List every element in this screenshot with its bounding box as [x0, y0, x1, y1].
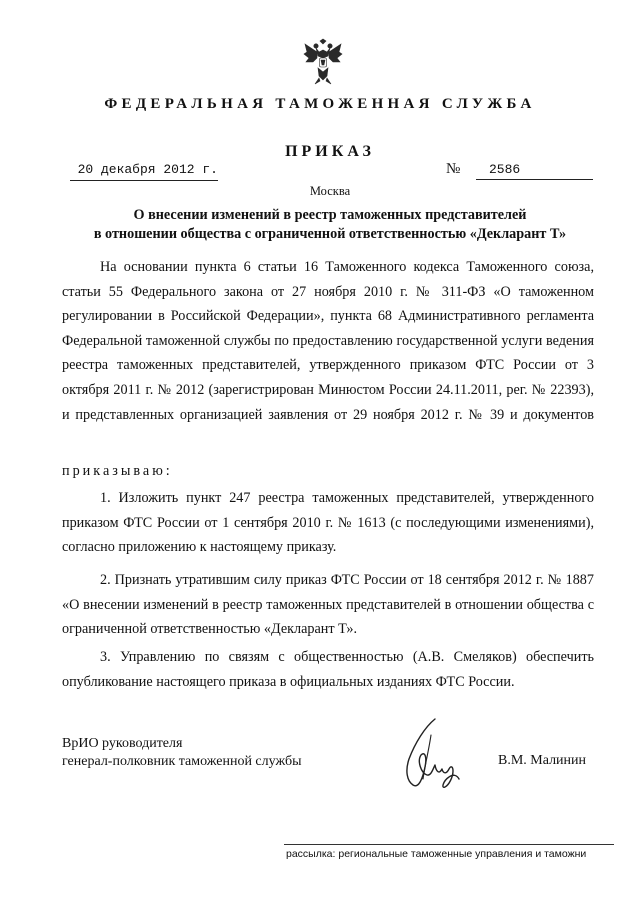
order-subject	[60, 206, 600, 244]
order-item-3: 3. Управлению по связям с общественностью (А.В. Смеляков) обеспечить опубликование настоящего приказа в официальных изданиях ФТС России.	[62, 649, 594, 690]
preamble-paragraph: На основании пункта 6 статьи 16 Таможенного кодекса Таможенного союза, статьи 55 Федерального закона от 27 ноября 2010 г. № 311-ФЗ «О таможенном регулировании в Российской Федерации», пункта 68 Административного регламента Федеральной таможенной службы по предоставлению государственной услуги ведения реестра таможенных представителей, утвержденного приказом ФТС России от 3 октября 2011 г. № 2012 (зарегистрирован Минюстом России 24.11.2011, рег. № 22393), и представленных организацией заявления от 29 ноября 2012 г. № 39 и документов	[62, 259, 594, 423]
order-word	[62, 459, 594, 484]
distribution-divider	[284, 844, 614, 845]
order-item-2: 2. Признать утратившим силу приказ ФТС России от 18 сентября 2012 г. № 1887 «О внесении изменений в реестр таможенных представителей в отношении общества с ограниченной ответственностью «Декларант Т».	[62, 572, 594, 638]
distribution-list: рассылка: региональные таможенные управления и таможни	[286, 848, 587, 860]
signatory-title-line-2: генерал-полковник таможенной службы	[62, 754, 302, 769]
handwritten-signature-icon	[395, 715, 465, 795]
document-type-title: ПРИКАЗ	[285, 143, 375, 160]
order-subject-line-1: О внесении изменений в реестр таможенных представителей	[133, 207, 527, 223]
signatory-name: В.М. Малинин	[498, 753, 587, 768]
issue-place: Москва	[309, 184, 351, 198]
order-subject-line-2: в отношении общества с ограниченной ответственностью «Декларант Т»	[93, 226, 567, 242]
double-headed-eagle-emblem-icon	[303, 38, 343, 86]
order-item-1: 1. Изложить пункт 247 реестра таможенных представителей, утвержденного приказом ФТС России от 1 сентября 2010 г. № 1613 (с последующими изменениями), согласно приложению к настоящему приказу.	[62, 490, 594, 556]
order-date: 20 декабря 2012 г.	[70, 162, 218, 181]
agency-name: ФЕДЕРАЛЬНАЯ ТАМОЖЕННАЯ СЛУЖБА	[104, 96, 536, 112]
order-number: 2586	[476, 162, 593, 180]
order-word-text: приказываю:	[62, 463, 173, 479]
order-number-label: №	[446, 161, 461, 177]
signatory-title-line-1: ВрИО руководителя	[62, 736, 183, 751]
signatory-title	[62, 735, 301, 771]
